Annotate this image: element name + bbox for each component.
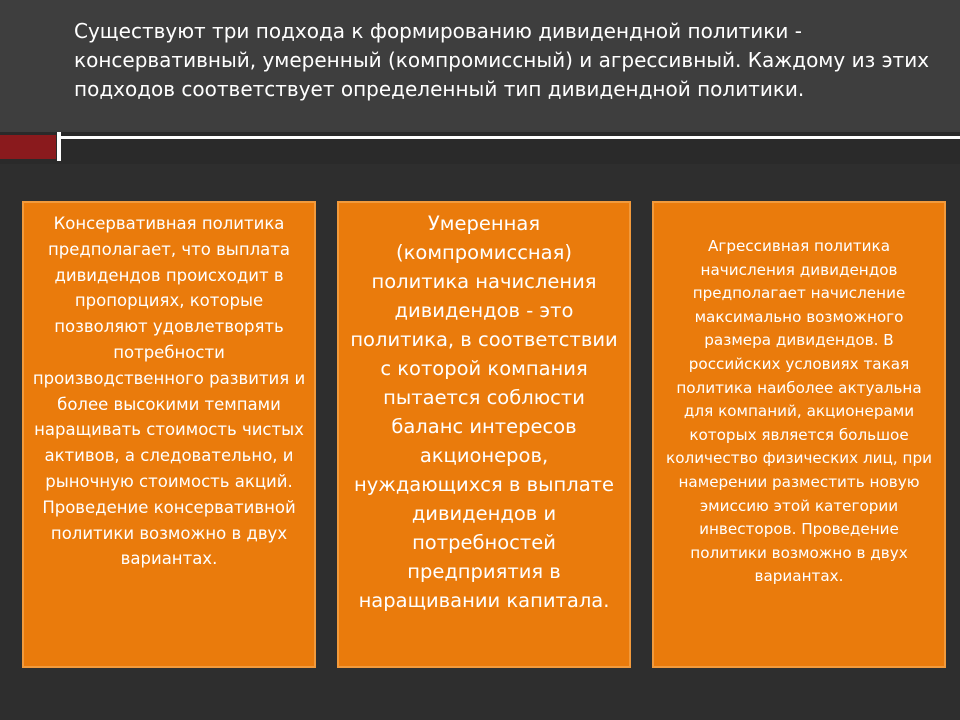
conservative-policy-panel <box>22 201 316 668</box>
aggressive-policy-text: Агрессивная политика начисления дивидендов предполагает начисление максимально возможного размера дивидендов. В российских условиях такая политика наиболее актуальна для компаний, акционерами которых является большое количество физических лиц, при намерении разместить новую эмиссию этой категории инвесторов. Проведение политики возможно в двух вариантах. <box>666 237 932 586</box>
moderate-policy-panel <box>337 201 631 668</box>
slide-header <box>0 0 960 132</box>
moderate-policy-text: Умеренная (компромиссная) политика начисления дивидендов - это политика, в соответствии с которой компания пытается соблюсти баланс интересов акционеров, нуждающихся в выплате дивидендов и потребностей предприятия в наращивании капитала. <box>350 212 618 612</box>
conservative-policy-text: Консервативная политика предполагает, что выплата дивидендов происходит в пропорциях, которые позволяют удовлетворять потребности производственного развития и более высокими темпами наращивать стоимость чистых активов, а следовательно, и рыночную стоимость акций. Проведение консервативной политики возможно в двух вариантах. <box>32 214 306 569</box>
aggressive-policy-panel <box>652 201 946 668</box>
slide-title: Существуют три подхода к формированию дивидендной политики - консервативный, умеренный (компромиссный) и агрессивный. Каждому из этих подходов соответствует определенный тип дивидендной политики. <box>74 19 930 101</box>
accent-red-block <box>0 135 56 159</box>
accent-horizontal-line <box>61 136 960 139</box>
